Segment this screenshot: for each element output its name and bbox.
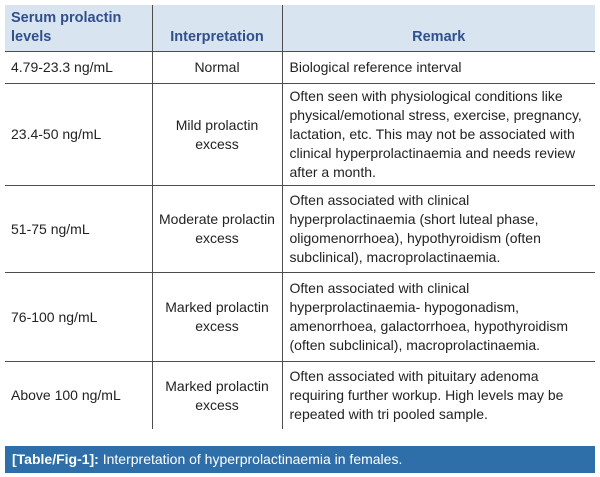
caption-label: [Table/Fig-1]: (12, 451, 99, 467)
cell-remark: Often associated with clinical hyperprolactinaemia- hypogonadism, amenorrhoea, galactorrhoea, hypothyroidism (often subclinical), macroprolactinaemia. (282, 273, 595, 362)
cell-remark: Often seen with physiological conditions like physical/emotional stress, exercise, pregnancy, lactation, etc. This may not be associated with clinical hyperprolactinaemia and needs review after a month. (282, 84, 595, 186)
header-remark: Remark (282, 5, 595, 52)
cell-interpretation: Moderate prolactin excess (152, 186, 282, 273)
cell-remark: Often associated with pituitary adenoma requiring further workup. High levels may be repeated with tri pooled sample. (282, 362, 595, 430)
cell-level: 76-100 ng/mL (5, 273, 152, 362)
cell-remark: Biological reference interval (282, 52, 595, 84)
table-row (5, 273, 595, 362)
prolactin-table (5, 5, 595, 429)
table-row (5, 52, 595, 84)
cell-interpretation: Mild prolactin excess (152, 84, 282, 186)
table-row (5, 362, 595, 430)
cell-interpretation: Marked prolactin excess (152, 362, 282, 430)
cell-level: Above 100 ng/mL (5, 362, 152, 430)
cell-interpretation: Normal (152, 52, 282, 84)
table-row (5, 84, 595, 186)
cell-level: 51-75 ng/mL (5, 186, 152, 273)
caption-text: Interpretation of hyperprolactinaemia in females. (102, 451, 403, 467)
cell-level: 23.4-50 ng/mL (5, 84, 152, 186)
table-row (5, 186, 595, 273)
header-interpretation: Interpretation (152, 5, 282, 52)
table-header-row (5, 5, 595, 52)
cell-remark: Often associated with clinical hyperprolactinaemia (short luteal phase, oligomenorrhoea), hypothyroidism (often subclinical), macroprolactinaemia. (282, 186, 595, 273)
header-serum-levels: Serum prolactin levels (5, 5, 152, 52)
cell-level: 4.79-23.3 ng/mL (5, 52, 152, 84)
cell-interpretation: Marked prolactin excess (152, 273, 282, 362)
table-caption (5, 446, 595, 473)
